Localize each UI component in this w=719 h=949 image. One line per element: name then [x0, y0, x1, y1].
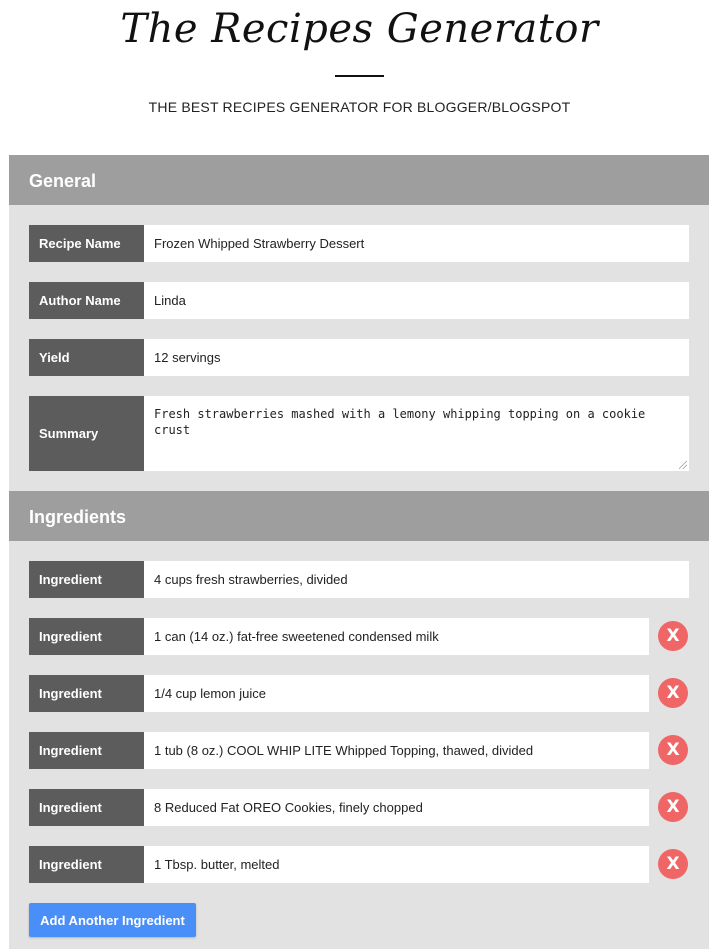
ingredient-input[interactable]: 1/4 cup lemon juice	[144, 675, 649, 712]
ingredient-label: Ingredient	[29, 618, 144, 655]
ingredient-input[interactable]: 1 Tbsp. butter, melted	[144, 846, 649, 883]
ingredient-row	[29, 732, 649, 769]
general-section	[9, 155, 709, 491]
ingredient-input[interactable]: 1 can (14 oz.) fat-free sweetened condensed milk	[144, 618, 649, 655]
site-header	[0, 0, 719, 155]
yield-input[interactable]: 12 servings	[144, 339, 689, 376]
ingredient-label: Ingredient	[29, 675, 144, 712]
ingredient-label: Ingredient	[29, 732, 144, 769]
recipe-name-row	[29, 225, 689, 262]
ingredient-label: Ingredient	[29, 846, 144, 883]
author-name-input[interactable]: Linda	[144, 282, 689, 319]
author-name-label: Author Name	[29, 282, 144, 319]
ingredients-heading: Ingredients	[9, 491, 709, 541]
ingredient-input[interactable]: 8 Reduced Fat OREO Cookies, finely chopped	[144, 789, 649, 826]
ingredient-input[interactable]: 4 cups fresh strawberries, divided	[144, 561, 689, 598]
remove-ingredient-button[interactable]: X	[658, 792, 688, 822]
summary-textarea[interactable]	[144, 396, 689, 471]
remove-ingredient-button[interactable]: X	[658, 849, 688, 879]
remove-ingredient-button[interactable]: X	[658, 735, 688, 765]
recipe-name-label: Recipe Name	[29, 225, 144, 262]
yield-row	[29, 339, 689, 376]
summary-text: Fresh strawberries mashed with a lemony whipping topping on a cookie crust	[154, 407, 646, 437]
ingredient-row	[29, 618, 649, 655]
add-ingredient-button[interactable]: Add Another Ingredient	[29, 903, 196, 937]
ingredient-label: Ingredient	[29, 561, 144, 598]
remove-ingredient-button[interactable]: X	[658, 678, 688, 708]
author-name-row	[29, 282, 689, 319]
yield-label: Yield	[29, 339, 144, 376]
ingredient-label: Ingredient	[29, 789, 144, 826]
site-tagline: THE BEST RECIPES GENERATOR FOR BLOGGER/BLOGSPOT	[148, 99, 571, 115]
ingredient-row	[29, 675, 649, 712]
ingredient-row	[29, 846, 649, 883]
textarea-resize-handle[interactable]	[679, 461, 687, 469]
general-heading: General	[9, 155, 709, 205]
title-divider	[335, 75, 384, 77]
summary-row	[29, 396, 689, 471]
recipe-name-input[interactable]: Frozen Whipped Strawberry Dessert	[144, 225, 689, 262]
ingredients-section	[9, 491, 709, 949]
ingredient-row	[29, 561, 689, 598]
ingredient-input[interactable]: 1 tub (8 oz.) COOL WHIP LITE Whipped Topping, thawed, divided	[144, 732, 649, 769]
summary-label: Summary	[29, 396, 144, 471]
remove-ingredient-button[interactable]: X	[658, 621, 688, 651]
ingredient-row	[29, 789, 649, 826]
site-title: The Recipes Generator	[120, 6, 599, 52]
